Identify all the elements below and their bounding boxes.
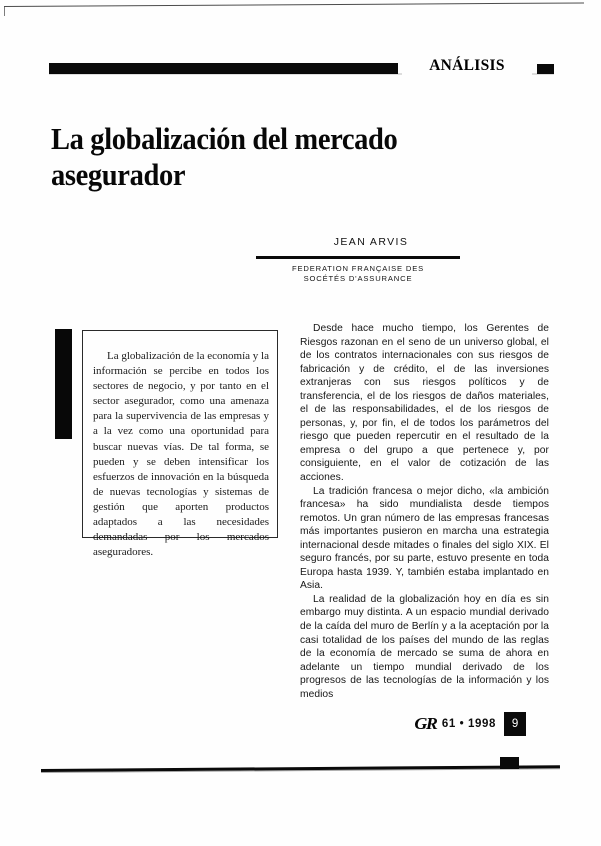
scan-edge-top [4, 2, 584, 7]
journal-logo: GR [414, 714, 437, 733]
body-paragraph: La tradición francesa o mejor dicho, «la ambición francesa» ha sido mundialista desde tiempos remotos. Un gran número de las empresas francesas más importantes pusieron en marcha una estrategia internacional desde mitades o finales del siglo XIX. El seguro francés, por su parte, estuvo presente en toda Europa hasta 1939. Y, también estaba implantado en Asia. [300, 485, 549, 592]
affiliation-line-2: SOCÉTÉS D'ASSURANCE [303, 274, 413, 283]
issue-number: 61 • 1998 [441, 718, 497, 730]
section-header-band [49, 57, 554, 75]
abstract-marker-bar [55, 329, 72, 439]
byline [256, 236, 486, 285]
author-affiliation [256, 264, 460, 285]
body-column [300, 322, 549, 701]
header-bar-right [537, 64, 554, 74]
body-paragraph: Desde hace mucho tiempo, los Gerentes de Riesgos razonan en el seno de un universo global, el de los contratos internacionales con sus riesgos de fabricación y de crédito, el de las inversiones extranjeras con sus riesgos políticos y de transferencia, el de los riesgos de daños materiales, el de las responsabilidades, el de los riesgos de personas, y, por fin, el de todos los parámetros del riesgo que pueden repercutir en el resultado de la empresa o del grupo a que pertenece y, por consiguiente, en el valor de cotización de las acciones. [300, 323, 549, 484]
section-kicker: ANÁLISIS [402, 57, 532, 75]
affiliation-line-1: FEDERATION FRANÇAISE DES [291, 263, 425, 273]
page-number: 9 [504, 712, 526, 736]
byline-rule [256, 256, 460, 259]
page-footer [415, 712, 526, 736]
abstract-text: La globalización de la economía y la información se percibe en todos los sectores de negocio, y por tanto en el sector asegurador, como una amenaza para la supervivencia de las empresas y a la vez como una oportunidad para buscar nuevas vías. De tal forma, se pueden y se deben intensificar los esfuerzos de innovación en la búsqueda de nuevas tecnologías y sistemas de gestión que aporten productos adaptados a las necesidades demandadas por los mercados aseguradores. [93, 350, 269, 559]
body-paragraph: La realidad de la globalización hoy en día es sin embargo muy distinta. A un espacio mundial derivado de la caída del muro de Berlín y a la aceptación por la casi totalidad de los países del mundo de las reglas de la economía de mercado se suma de ahora en adelante un tiempo mundial derivado de los progresos de las tecnologías de la información y los medios [300, 593, 549, 700]
scan-edge-left [4, 7, 5, 16]
article-title: La globalización del mercado asegurador [51, 120, 398, 192]
author-name: JEAN ARVIS [333, 236, 409, 248]
